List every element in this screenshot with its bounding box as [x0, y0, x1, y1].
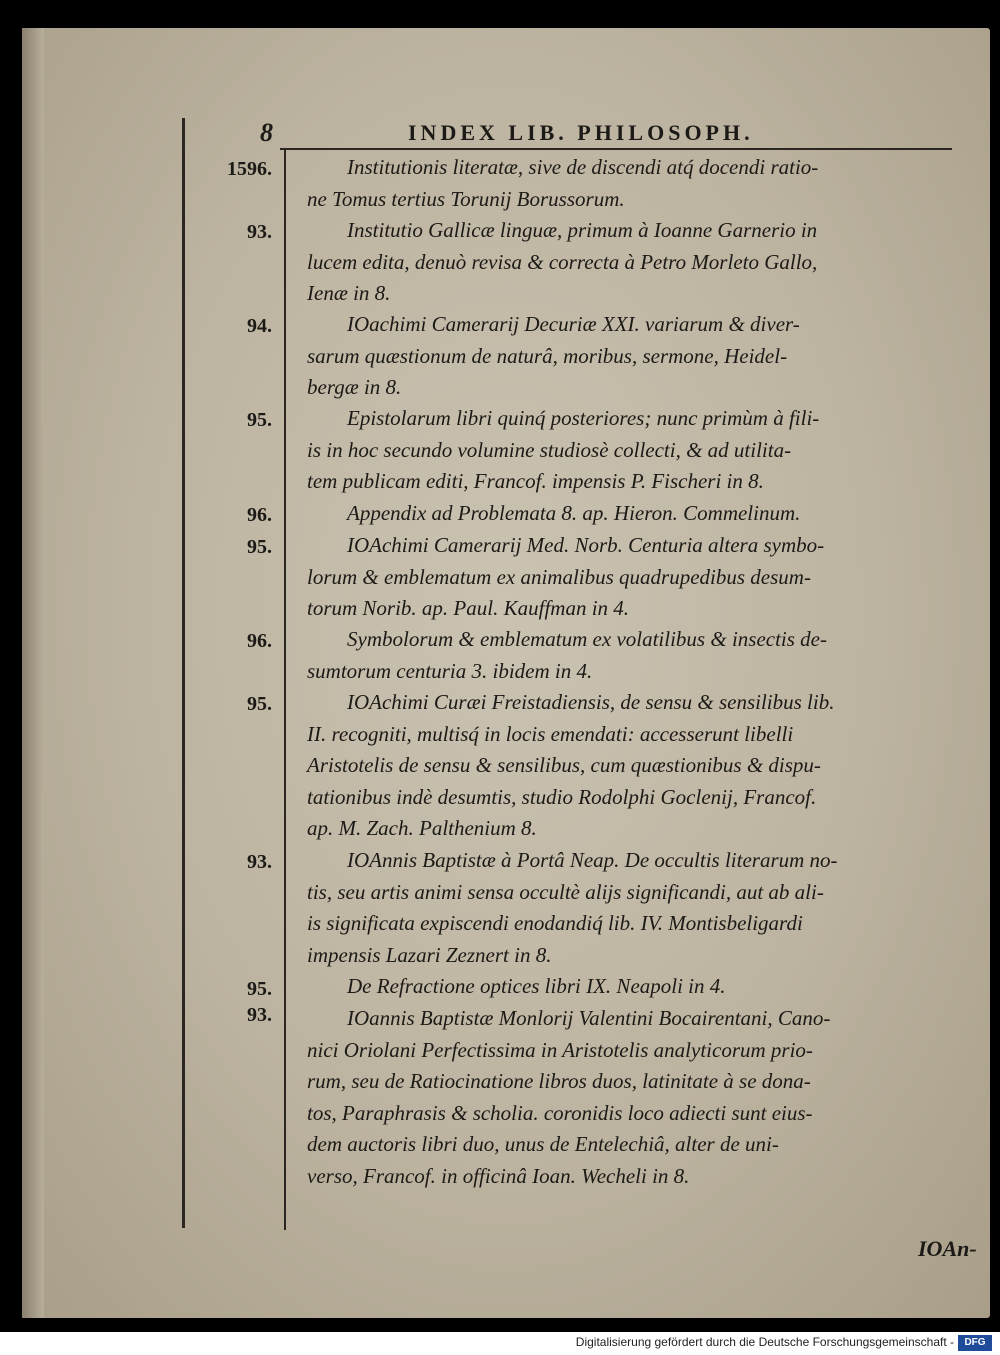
header-rule: [280, 148, 952, 150]
entry-line: De Refractione optices libri IX. Neapoli in 4.: [347, 974, 726, 998]
entry-line: sumtorum centuria 3. ibidem in 4.: [307, 658, 593, 683]
digitization-footer: [0, 1332, 1000, 1355]
year-marker: 95.: [247, 409, 272, 431]
page-number: 8: [260, 118, 273, 147]
entry-line: sarum quæstionum de naturâ, moribus, sermone, Heidel-: [307, 343, 788, 368]
entry-line: bergæ in 8.: [307, 375, 402, 399]
index-entry: [307, 152, 972, 215]
entry-line: tos, Paraphrasis & scholia. coronidis loco adiecti sunt eius-: [307, 1100, 813, 1125]
entry-line: IOAchimi Camerarij Med. Norb. Centuria altera symbo-: [347, 533, 825, 557]
index-entry: [307, 1003, 972, 1192]
index-entry: [307, 845, 972, 971]
entry-line: Epistolarum libri quinq́ posteriores; nunc primùm à fili-: [347, 406, 820, 430]
entry-line: Institutio Gallicæ linguæ, primum à Ioanne Garnerio in: [347, 218, 818, 242]
year-marker: 93.: [247, 221, 272, 243]
year-marker: 93.: [247, 1004, 272, 1026]
entry-line: tationibus indè desumtis, studio Rodolphi Goclenij, Francof.: [307, 784, 817, 809]
entry-line: torum Norib. ap. Paul. Kauffman in 4.: [307, 596, 630, 620]
index-entry: [307, 498, 972, 530]
entry-line: Institutionis literatæ, sive de discendi atq́ docendi ratio-: [347, 155, 819, 179]
entry-line: Aristotelis de sensu & sensilibus, cum quæstionibus & dispu-: [307, 753, 821, 777]
entry-line: Ienæ in 8.: [307, 281, 391, 305]
entry-line: nici Oriolani Perfectissima in Aristotelis analyticorum prio-: [307, 1037, 813, 1062]
entry-line: Symbolorum & emblematum ex volatilibus & insectis de-: [347, 627, 827, 651]
entry-line: lucem edita, denuò revisa & correcta à Petro Morleto Gallo,: [307, 249, 818, 274]
entry-line: IOannis Baptistæ Monlorij Valentini Bocairentani, Cano-: [347, 1006, 831, 1030]
index-entry: [307, 530, 972, 625]
footer-credit: Digitalisierung gefördert durch die Deutsche Forschungsgemeinschaft -: [575, 1335, 954, 1349]
entry-line: lorum & emblematum ex animalibus quadrupedibus desum-: [307, 564, 811, 589]
year-marker: 95.: [247, 693, 272, 715]
index-entry: [307, 309, 972, 404]
entry-line: ap. M. Zach. Palthenium 8.: [307, 816, 537, 840]
year-marker: 96.: [247, 630, 272, 652]
entry-line: rum, seu de Ratiocinatione libros duos, latinitate à se dona-: [307, 1069, 811, 1093]
margin-rule: [182, 118, 185, 1228]
index-entry: [307, 687, 972, 845]
entry-line: is in hoc secundo volumine studiosè collecti, & ad utilita-: [307, 437, 792, 462]
entry-line: IOachimi Camerarij Decuriæ XXI. variarum & diver-: [347, 312, 800, 336]
entry-line: is significata expiscendi enodandiq́ lib. IV. Montisbeligardi: [307, 911, 803, 935]
entry-line: IOAchimi Curæi Freistadiensis, de sensu & sensilibus lib.: [347, 690, 835, 714]
entry-line: dem auctoris libri duo, unus de Entelechiâ, alter de uni-: [307, 1132, 779, 1156]
entry-line: IOAnnis Baptistæ à Portâ Neap. De occultis literarum no-: [347, 848, 838, 872]
running-head: [22, 118, 990, 148]
entry-line: impensis Lazari Zeznert in 8.: [307, 942, 552, 967]
index-entry: [307, 971, 972, 1003]
entry-line: tem publicam editi, Francof. impensis P. Fischeri in 8.: [307, 469, 764, 493]
index-entry: [307, 403, 972, 498]
dfg-logo-icon: DFG: [958, 1335, 992, 1351]
year-marker: 93.: [247, 851, 272, 873]
year-marker: 95.: [247, 536, 272, 558]
text-column-rule: [284, 150, 286, 1230]
year-marker: 95.: [247, 978, 272, 1000]
index-entry: [307, 624, 972, 687]
year-marker: 94.: [247, 315, 272, 337]
index-entry: [307, 215, 972, 310]
page-edge: [22, 28, 44, 1318]
year-marker: 1596.: [227, 158, 272, 180]
entry-line: tis, seu artis animi sensa occultè alijs significandi, aut ab ali-: [307, 879, 824, 904]
year-marker: 96.: [247, 504, 272, 526]
entry-line: ne Tomus tertius Torunij Borussorum.: [307, 186, 625, 211]
book-page: [22, 28, 990, 1318]
entry-line: II. recogniti, multisq́ in locis emendati: accesserunt libelli: [307, 721, 794, 746]
running-head-title: INDEX LIB. PHILOSOPH.: [408, 120, 754, 145]
catchword: IOAn-: [918, 1236, 977, 1261]
entry-line: verso, Francof. in officinâ Ioan. Wecheli in 8.: [307, 1163, 690, 1188]
entry-line: Appendix ad Problemata 8. ap. Hieron. Commelinum.: [347, 501, 801, 525]
